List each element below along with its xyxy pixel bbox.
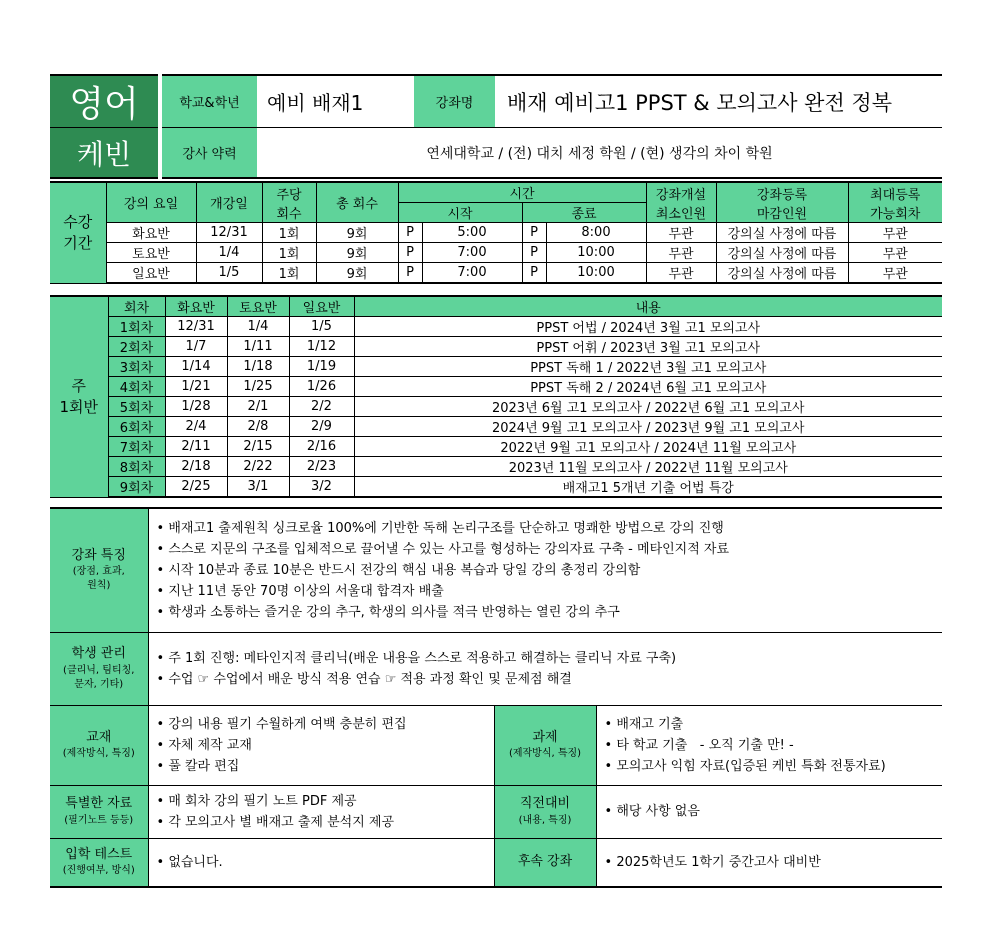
management-label-sub: (클리닉, 팀티칭, 문자, 기타) [63, 664, 135, 690]
row-sat: 2/8 [227, 417, 289, 437]
feature-label [50, 508, 148, 632]
curriculum-row [50, 477, 942, 498]
school-value: 예비 배재1 [257, 75, 414, 128]
row-sat: 2/22 [227, 457, 289, 477]
special-label-main: 특별한 자료 [65, 796, 133, 812]
special-label [50, 785, 148, 838]
row-end-time: 10:00 [546, 263, 646, 284]
row-max: 무관 [848, 223, 942, 243]
row-max: 무관 [848, 243, 942, 263]
curriculum-row [50, 337, 942, 357]
row-sun: 2/9 [289, 417, 354, 437]
row-sat: 2/15 [227, 437, 289, 457]
curriculum-row [50, 397, 942, 417]
row-tue: 1/14 [165, 357, 227, 377]
col-max: 최대등록 가능회차 [848, 182, 942, 223]
school-label: 학교&학년 [160, 75, 257, 128]
row-session: 6회차 [108, 417, 165, 437]
list-item: • 2025학년도 1학기 중간고사 대비반 [605, 852, 943, 873]
row-tue: 2/4 [165, 417, 227, 437]
col-time-end: 종료 [522, 203, 646, 223]
row-end-ampm: P [522, 243, 546, 263]
teacher-name: 케빈 [50, 128, 160, 179]
row-content: PPST 독해 1 / 2022년 3월 고1 모의고사 [354, 357, 942, 377]
textbook-label-main: 교재 [86, 729, 112, 745]
row-sat: 1/18 [227, 357, 289, 377]
feature-label-sub: (장점, 효과, 원칙) [72, 566, 125, 592]
list-item: • 모의고사 익힘 자료(입증된 케빈 특화 전통자료) [605, 756, 943, 777]
features-table [50, 507, 942, 888]
list-item: • 지난 11년 동안 70명 이상의 서울대 합격자 배출 [157, 581, 943, 602]
row-weekly: 1회 [262, 243, 316, 263]
exam-prep-label [494, 785, 596, 838]
management-label [50, 632, 148, 705]
list-item: • 타 학교 기출 - 오직 기출 만! - [605, 735, 943, 756]
row-tue: 1/7 [165, 337, 227, 357]
feature-list [148, 508, 942, 632]
list-item: • 시작 10분과 종료 10분은 반드시 전강의 핵심 내용 복습과 당일 강의 총정리 강의함 [157, 560, 943, 581]
row-tue: 2/25 [165, 477, 227, 498]
row-start: 12/31 [196, 223, 262, 243]
textbook-list [148, 705, 494, 785]
col-start-date: 개강일 [196, 182, 262, 223]
row-end-time: 10:00 [546, 243, 646, 263]
row-start-ampm: P [398, 243, 422, 263]
col-time-start: 시작 [398, 203, 522, 223]
schedule-row [50, 223, 942, 243]
row-content: PPST 어휘 / 2023년 3월 고1 모의고사 [354, 337, 942, 357]
row-sat: 1/4 [227, 317, 289, 337]
row-content: 2022년 9월 고1 모의고사 / 2024년 11월 모의고사 [354, 437, 942, 457]
curriculum-side-label: 주 1회반 [50, 296, 108, 497]
list-item: • 수업 ☞ 수업에서 배운 방식 적용 연습 ☞ 적용 과정 확인 및 문제점 해결 [157, 669, 943, 690]
homework-list [596, 705, 942, 785]
entry-test-label-sub: (진행여부, 방식) [62, 865, 135, 877]
row-sun: 1/19 [289, 357, 354, 377]
row-sat: 1/11 [227, 337, 289, 357]
row-start-ampm: P [398, 263, 422, 284]
list-item: • 없습니다. [157, 852, 494, 873]
exam-prep-list [596, 785, 942, 838]
col-total: 총 회수 [316, 182, 398, 223]
list-item: • 학생과 소통하는 즐거운 강의 추구, 학생의 의사를 적극 반영하는 열린 강의 추구 [157, 602, 943, 623]
list-item: • 강의 내용 필기 수월하게 여백 충분히 편집 [157, 714, 494, 735]
row-start-time: 7:00 [422, 263, 522, 284]
row-sun: 2/23 [289, 457, 354, 477]
col-session: 회차 [108, 296, 165, 317]
curriculum-row [50, 417, 942, 437]
entry-test-list [148, 838, 494, 887]
curriculum-table [50, 295, 942, 498]
row-tue: 1/28 [165, 397, 227, 417]
profile-value: 연세대학교 / (전) 대치 세정 학원 / (현) 생각의 차이 학원 [257, 128, 942, 179]
col-tue: 화요반 [165, 296, 227, 317]
col-content: 내용 [354, 296, 942, 317]
row-start: 1/4 [196, 243, 262, 263]
row-content: 배재고1 5개년 기출 어법 특강 [354, 477, 942, 498]
row-sat: 1/25 [227, 377, 289, 397]
row-session: 8회차 [108, 457, 165, 477]
special-list [148, 785, 494, 838]
exam-prep-label-sub: (내용, 특징) [518, 814, 572, 826]
row-weekly: 1회 [262, 263, 316, 284]
row-session: 1회차 [108, 317, 165, 337]
exam-prep-label-main: 직전대비 [519, 796, 571, 812]
list-item: • 배재고 기출 [605, 714, 943, 735]
list-item: • 해당 사항 없음 [605, 801, 943, 822]
follow-up-label-main: 후속 강좌 [517, 854, 573, 870]
row-sun: 1/5 [289, 317, 354, 337]
row-end-time: 8:00 [546, 223, 646, 243]
homework-label-sub: (제작방식, 특징) [508, 748, 582, 760]
row-sun: 2/2 [289, 397, 354, 417]
homework-label [494, 705, 596, 785]
row-day: 토요반 [106, 243, 196, 263]
entry-test-label-main: 입학 테스트 [65, 847, 133, 863]
row-session: 9회차 [108, 477, 165, 498]
row-sat: 3/1 [227, 477, 289, 498]
row-total: 9회 [316, 243, 398, 263]
row-deadline: 강의실 사정에 따름 [716, 263, 848, 284]
curriculum-row [50, 357, 942, 377]
row-sun: 1/26 [289, 377, 354, 397]
list-item: • 각 모의고사 별 배재고 출제 분석지 제공 [157, 812, 494, 833]
row-sun: 3/2 [289, 477, 354, 498]
row-end-ampm: P [522, 263, 546, 284]
header-table [50, 74, 942, 179]
textbook-label-sub: (제작방식, 특징) [62, 748, 135, 760]
curriculum-row [50, 457, 942, 477]
row-deadline: 강의실 사정에 따름 [716, 223, 848, 243]
curriculum-row [50, 437, 942, 457]
row-content: 2023년 6월 고1 모의고사 / 2022년 6월 고1 모의고사 [354, 397, 942, 417]
list-item: • 주 1회 진행: 메타인지적 클리닉(배운 내용을 스스로 적용하고 해결하는 클리닉 자료 구축) [157, 648, 943, 669]
row-session: 3회차 [108, 357, 165, 377]
row-start: 1/5 [196, 263, 262, 284]
management-list [148, 632, 942, 705]
row-min: 무관 [646, 263, 716, 284]
schedule-row [50, 243, 942, 263]
row-session: 2회차 [108, 337, 165, 357]
row-session: 5회차 [108, 397, 165, 417]
col-sun: 일요반 [289, 296, 354, 317]
row-content: 2024년 9월 고1 모의고사 / 2023년 9월 고1 모의고사 [354, 417, 942, 437]
homework-label-main: 과제 [532, 729, 558, 745]
follow-up-label [494, 838, 596, 887]
profile-label: 강사 약력 [160, 128, 257, 179]
row-min: 무관 [646, 223, 716, 243]
management-label-main: 학생 관리 [71, 646, 126, 662]
row-content: PPST 어법 / 2024년 3월 고1 모의고사 [354, 317, 942, 337]
row-tue: 12/31 [165, 317, 227, 337]
course-title: 배재 예비고1 PPST & 모의고사 완전 정복 [495, 75, 942, 128]
row-day: 일요반 [106, 263, 196, 284]
schedule-table [50, 181, 942, 284]
row-start-ampm: P [398, 223, 422, 243]
special-label-sub: (필기노트 등등) [64, 814, 134, 826]
row-tue: 1/21 [165, 377, 227, 397]
schedule-row [50, 263, 942, 284]
subject-title: 영어 [50, 75, 160, 128]
row-content: PPST 독해 2 / 2024년 6월 고1 모의고사 [354, 377, 942, 397]
list-item: • 배재고1 출제원칙 싱크로율 100%에 기반한 독해 논리구조를 단순하고 명쾌한 방법으로 강의 진행 [157, 518, 943, 539]
row-start-time: 5:00 [422, 223, 522, 243]
row-max: 무관 [848, 263, 942, 284]
row-min: 무관 [646, 243, 716, 263]
row-start-time: 7:00 [422, 243, 522, 263]
row-sun: 1/12 [289, 337, 354, 357]
textbook-label [50, 705, 148, 785]
feature-label-main: 강좌 특징 [71, 548, 126, 564]
col-day: 강의 요일 [106, 182, 196, 223]
row-sat: 2/1 [227, 397, 289, 417]
list-item: • 매 회차 강의 필기 노트 PDF 제공 [157, 791, 494, 812]
row-tue: 2/11 [165, 437, 227, 457]
row-total: 9회 [316, 223, 398, 243]
col-time: 시간 [398, 182, 646, 203]
follow-up-list [596, 838, 942, 887]
row-tue: 2/18 [165, 457, 227, 477]
list-item: • 자체 제작 교재 [157, 735, 494, 756]
col-weekly: 주당 회수 [262, 182, 316, 223]
row-sun: 2/16 [289, 437, 354, 457]
row-end-ampm: P [522, 223, 546, 243]
course-label: 강좌명 [414, 75, 495, 128]
curriculum-row [50, 317, 942, 337]
col-sat: 토요반 [227, 296, 289, 317]
row-session: 4회차 [108, 377, 165, 397]
row-day: 화요반 [106, 223, 196, 243]
row-deadline: 강의실 사정에 따름 [716, 243, 848, 263]
col-min: 강좌개설 최소인원 [646, 182, 716, 223]
row-total: 9회 [316, 263, 398, 284]
list-item: • 스스로 지문의 구조를 입체적으로 끌어낼 수 있는 사고를 형성하는 강의자료 구축 - 메타인지적 자료 [157, 539, 943, 560]
row-weekly: 1회 [262, 223, 316, 243]
col-deadline: 강좌등록 마감인원 [716, 182, 848, 223]
schedule-side-label: 수강 기간 [50, 182, 106, 283]
curriculum-row [50, 377, 942, 397]
row-content: 2023년 11월 모의고사 / 2022년 11월 모의고사 [354, 457, 942, 477]
list-item: • 풀 칼라 편집 [157, 756, 494, 777]
entry-test-label [50, 838, 148, 887]
row-session: 7회차 [108, 437, 165, 457]
